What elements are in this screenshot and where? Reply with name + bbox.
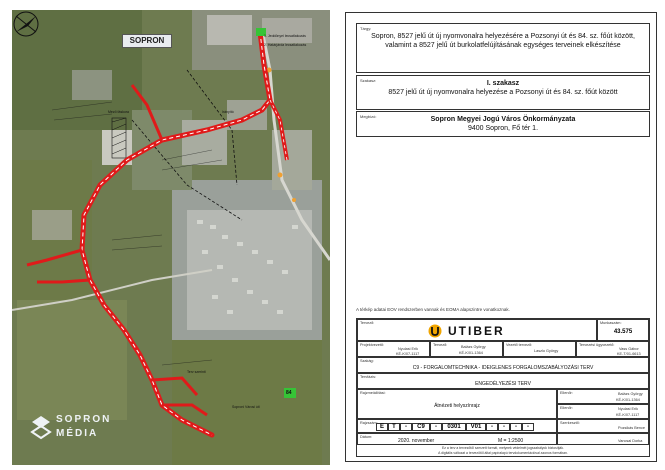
drawing-number-part: C9 bbox=[412, 423, 430, 431]
design-manager-label: Tervezési ügyvezető: bbox=[579, 343, 615, 347]
discipline-text: C9 - FORGALOMTECHNIKA - IDEIGLENES FORGALOMSZABÁLYOZÁSI TERV bbox=[412, 365, 594, 371]
phase-text: ENGEDÉLYEZÉSI TERV bbox=[475, 381, 531, 387]
client-label: Megbízó: bbox=[360, 114, 377, 119]
section-block bbox=[356, 75, 650, 110]
date-text: 2020. november bbox=[398, 438, 435, 444]
checker2-name: Nyulasi Erik bbox=[618, 407, 639, 411]
design-manager-id: KE-T/01-6613 bbox=[617, 352, 641, 356]
north-arrow-icon bbox=[12, 10, 40, 38]
project-manager-id: KÉ-K/07-1117 bbox=[396, 352, 420, 356]
design-manager-name: Vass Gábor bbox=[619, 347, 639, 351]
editor-label: Szerkesztő: bbox=[560, 421, 580, 425]
subject-text: Sopron, 8527 jelű út új nyomvonalra helyezésére a Pozsonyi út és 84. sz. főút között, valamint a 8527 jelű út burkolatfelújításának egységes terveinek elkészítése bbox=[371, 33, 635, 49]
lead-designer-label: Vezető tervező: bbox=[506, 343, 533, 347]
section-text: 8527 jelű út új nyomvonalra helyezése a Pozsonyi út és 84. sz. főút között bbox=[388, 89, 618, 96]
map-graphics bbox=[12, 10, 330, 465]
designer2-label: Tervező: bbox=[433, 343, 448, 347]
checker-name: Balázs György bbox=[618, 392, 643, 396]
project-manager-label: Projektvezető: bbox=[360, 343, 385, 347]
designer-cell bbox=[357, 319, 597, 341]
client-address: 9400 Sopron, Fő tér 1. bbox=[467, 125, 539, 132]
checker2-label: Ellenőr: bbox=[560, 406, 573, 410]
editor2-name: Vancsai Dorka bbox=[618, 439, 643, 443]
project-manager-name: Nyulasi Erik bbox=[398, 347, 419, 351]
section-title: I. szakasz bbox=[486, 80, 520, 87]
discipline-label: Szakág: bbox=[360, 359, 374, 363]
designer2-id: KÉ-K/01-1364 bbox=[459, 351, 483, 355]
map-label-4: Irányító bbox=[222, 110, 234, 114]
map-label-3: Soproni Városi úti bbox=[232, 405, 260, 409]
drawing-number-part: - bbox=[498, 423, 510, 431]
editor-cell bbox=[557, 419, 649, 433]
drawing-number-cell bbox=[357, 419, 557, 433]
road-number-tag: 84 bbox=[286, 390, 292, 396]
drawing-number-part: - bbox=[522, 423, 534, 431]
checker-cell bbox=[557, 389, 649, 404]
phase-cell bbox=[357, 373, 649, 389]
drawing-title-cell bbox=[357, 389, 557, 419]
map-label-1: 1. Jeddönyei lecsatlakozás bbox=[264, 34, 306, 38]
sopron-media-logo-icon bbox=[30, 414, 52, 442]
title-block bbox=[356, 318, 650, 457]
site-map bbox=[12, 10, 330, 465]
client-block bbox=[356, 111, 650, 137]
job-number: 43.575 bbox=[613, 329, 633, 335]
phase-label: Tervfázis: bbox=[360, 375, 377, 379]
utiber-logo-icon bbox=[428, 324, 442, 338]
drawing-number bbox=[376, 423, 534, 431]
designer-label: Tervező: bbox=[360, 321, 375, 325]
company-name: UTIBER bbox=[448, 324, 505, 338]
map-label-5: Terv szerinti bbox=[187, 370, 206, 374]
checker-id: KÉ-K/01-1364 bbox=[616, 398, 640, 402]
lead-designer-name: Laszlo György bbox=[534, 349, 559, 353]
drawing-title-label: Rajzmeiállítási: bbox=[360, 391, 386, 395]
checker-label: Ellenőr: bbox=[560, 391, 573, 395]
drawing-number-part: E bbox=[376, 423, 388, 431]
date-label: Dátum: bbox=[360, 435, 373, 439]
map-label-2: 2. Határjárda lecsatlakozás bbox=[264, 43, 307, 47]
lead-designer-cell bbox=[503, 341, 576, 357]
section-label: Szakasz: bbox=[360, 78, 377, 83]
drawing-number-part: T bbox=[388, 423, 400, 431]
coordinate-note: A térkép adatai EOV rendszerben vannak és EOMA alapszintre vonatkoznak. bbox=[356, 307, 510, 312]
location-label: SOPRON bbox=[122, 34, 172, 48]
drawing-number-part: 0301 bbox=[442, 423, 466, 431]
checker2-id: KÉ-K/07-1117 bbox=[616, 413, 640, 417]
drawing-number-label: Rajzszám: bbox=[360, 421, 378, 425]
job-number-cell bbox=[597, 319, 649, 341]
drawing-number-part: - bbox=[400, 423, 412, 431]
subject-block bbox=[356, 23, 650, 73]
date-cell bbox=[357, 433, 557, 445]
discipline-cell bbox=[357, 357, 649, 373]
subject-label: Tárgy: bbox=[360, 26, 372, 31]
footer-line1: Ez a terv a tervezőtől szerzett formát, melynek védelmét jogszabályok biztosítják. bbox=[442, 446, 564, 450]
drawing-title: Átnézeti helyszínrajz bbox=[434, 403, 480, 409]
drawing-number-part: - bbox=[430, 423, 442, 431]
design-manager-cell bbox=[576, 341, 649, 357]
drawing-number-part: - bbox=[486, 423, 498, 431]
footer-line2: A digitális változat a tervezőtől által papíralapú tervdokumentációval azonos formában. bbox=[438, 451, 568, 455]
client-name: Sopron Megyei Jogú Város Önkormányzata bbox=[430, 116, 576, 123]
watermark-line1: SOPRON bbox=[56, 414, 112, 425]
map-label-6: Mező fáskora bbox=[108, 110, 130, 114]
project-manager-cell bbox=[357, 341, 430, 357]
editor-name: Pozsikás Bence bbox=[618, 426, 646, 430]
editor2-cell bbox=[557, 433, 649, 445]
title-panel bbox=[345, 12, 657, 462]
drawing-number-part: - bbox=[510, 423, 522, 431]
drawing-number-part: V01 bbox=[466, 423, 486, 431]
designer2-name: Balázs György bbox=[461, 345, 486, 349]
job-number-label: Munkaszám: bbox=[600, 321, 622, 325]
checker2-cell bbox=[557, 404, 649, 419]
scale-text: M = 1:2500 bbox=[498, 438, 524, 444]
watermark-line2: MÉDIA bbox=[56, 428, 99, 439]
designer2-cell bbox=[430, 341, 503, 357]
